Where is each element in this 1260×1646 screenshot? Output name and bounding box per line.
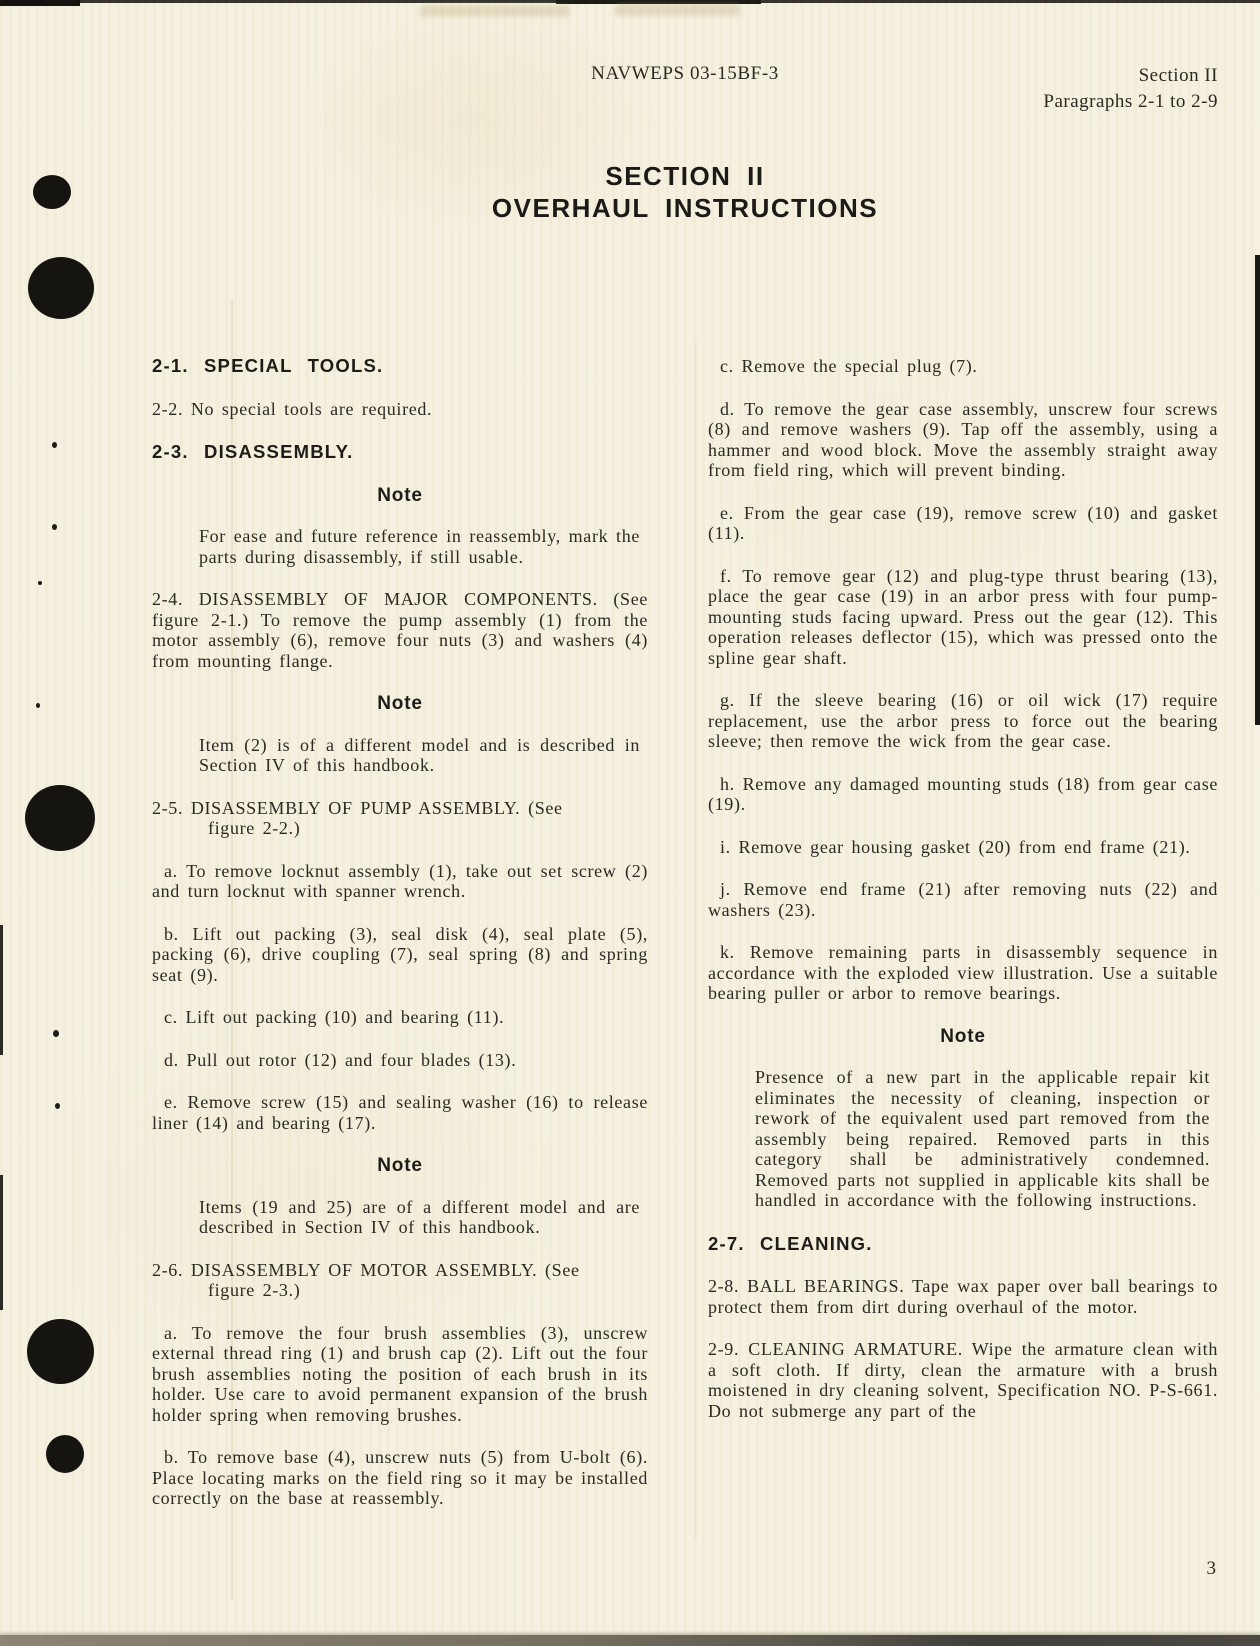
paragraph: c. Lift out packing (10) and bearing (11). [164,1007,505,1027]
note-body: For ease and future reference in reassembly, mark the parts during disassembly, if still usable. [199,526,640,567]
ink-speck [55,1103,60,1109]
paragraph: 2-8. BALL BEARINGS. Tape wax paper over ball bearings to protect them from dirt during overhaul of the motor. [708,1276,1218,1317]
paragraph-ref: Paragraphs 2-1 to 2-9 [1043,91,1218,112]
section-ref: Section II [1138,65,1218,86]
section-title-line2: OVERHAUL INSTRUCTIONS [491,193,879,223]
paragraph: a. To remove locknut assembly (1), take out set screw (2) and turn locknut with spanner wrench. [152,860,648,901]
punch-mark [28,257,94,319]
page-number: 3 [1206,1558,1216,1579]
paragraph: j. Remove end frame (21) after removing nuts (22) and washers (23). [708,879,1218,920]
right-column [708,356,1218,1509]
punch-mark [25,785,95,851]
paragraph: 2-2. No special tools are required. [152,398,433,419]
paragraph: f. To remove gear (12) and plug-type thrust bearing (13), place the gear case (19) in an arbor press with four pump-mounting studs facing upward. Press out the gear (12). This operation releases deflector (15), which was pressed onto the spline gear shaft. [708,565,1218,668]
section-heading: 2-7. CLEANING. [708,1232,873,1254]
scan-edge-left [0,1175,3,1310]
note-body: Items (19 and 25) are of a different model and are described in Section IV of this handbook. [199,1196,640,1237]
doc-number: NAVWEPS 03-15BF-3 [591,63,779,84]
paragraph: d. To remove the gear case assembly, unscrew four screws (8) and remove washers (9). Tap off the assembly, using a hammer and wood block. Move the assembly straight away from field ring, which will prevent binding. [708,398,1218,480]
left-column [152,356,648,1509]
paragraph: d. Pull out rotor (12) and four blades (13). [164,1049,517,1070]
ink-speck [36,703,40,708]
page-header [152,63,1218,123]
paragraph: 2-9. CLEANING ARMATURE. Wipe the armature clean with a soft cloth. If dirty, clean the armature with a brush moistened in dry cleaning solvent, Specification NO. P-S-661. Do not submerge any part of the [708,1339,1218,1421]
section-title-line1: SECTION II [605,161,765,191]
paragraph: g. If the sleeve bearing (16) or oil wick (17) require replacement, use the arbor press to force out the bearing sleeve; then remove the wick from the gear case. [708,690,1218,751]
note-heading: Note [377,1155,423,1176]
ink-speck [38,581,42,585]
punch-mark [46,1435,84,1473]
paragraph: i. Remove gear housing gasket (20) from end frame (21). [720,836,1191,857]
paragraph: a. To remove the four brush assemblies (3), unscrew external thread ring (1) and brush cap (2). Lift out the four brush assemblies noting the position of each brush in its holder. Use care to avoid permanent expansion of the brush holder spring when removing brushes. [152,1322,648,1425]
scan-edge-right [1255,255,1260,725]
note-heading: Note [377,693,423,714]
paragraph: 2-4. DISASSEMBLY OF MAJOR COMPONENTS. (See figure 2-1.) To remove the pump assembly (1) from the motor assembly (6), remove four nuts (3) and washers (4) from mounting flange. [152,589,648,671]
ink-speck [52,524,57,530]
note-heading: Note [377,484,423,506]
paragraph: h. Remove any damaged mounting studs (18) from gear case (19). [708,773,1218,814]
scan-edge-top-left [0,0,80,6]
note-body: Item (2) is of a different model and is described in Section IV of this handbook. [199,734,640,775]
note-body: Presence of a new part in the applicable repair kit eliminates the necessity of cleaning, inspection or rework of the equivalent used part removed from the assembly being repaired. Removed parts in this category shall be administratively condemned. Removed parts not supplied in applicable kits shall be handled in accordance with the following instructions. [755,1067,1210,1210]
two-column-text [152,356,1218,1509]
paragraph: e. Remove screw (15) and sealing washer (16) to release liner (14) and bearing (17). [152,1092,648,1133]
ink-speck [53,1030,59,1037]
note-heading: Note [940,1025,986,1047]
section-heading: 2-1. SPECIAL TOOLS. [152,355,384,376]
punch-mark [27,1319,94,1384]
header-section-ref [1043,63,1218,115]
scan-edge-left [0,925,3,1055]
paragraph: c. Remove the special plug (7). [720,356,978,376]
page-content [152,0,1218,1646]
paragraph: k. Remove remaining parts in disassembly sequence in accordance with the exploded view illustration. Use a suitable bearing puller or arbor to remove bearings. [708,942,1218,1003]
paragraph: b. To remove base (4), unscrew nuts (5) from U-bolt (6). Place locating marks on the field ring so it may be installed correctly on the base at reassembly. [152,1447,648,1508]
paragraph: 2-6. DISASSEMBLY OF MOTOR ASSEMBLY. (See figure 2-3.) [152,1259,580,1300]
paragraph-continuation: figure 2-3.) [208,1280,301,1300]
paragraph: b. Lift out packing (3), seal disk (4), seal plate (5), packing (6), drive coupling (7), seal spring (8) and spring seat (9). [152,923,648,985]
punch-mark [33,175,71,209]
section-title [152,160,1218,224]
paragraph: 2-5. DISASSEMBLY OF PUMP ASSEMBLY. (See figure 2-2.) [152,797,563,838]
paragraph: e. From the gear case (19), remove screw (10) and gasket (11). [708,502,1218,543]
section-heading: 2-3. DISASSEMBLY. [152,441,354,462]
ink-speck [52,442,57,448]
paragraph-continuation: figure 2-2.) [208,818,301,838]
